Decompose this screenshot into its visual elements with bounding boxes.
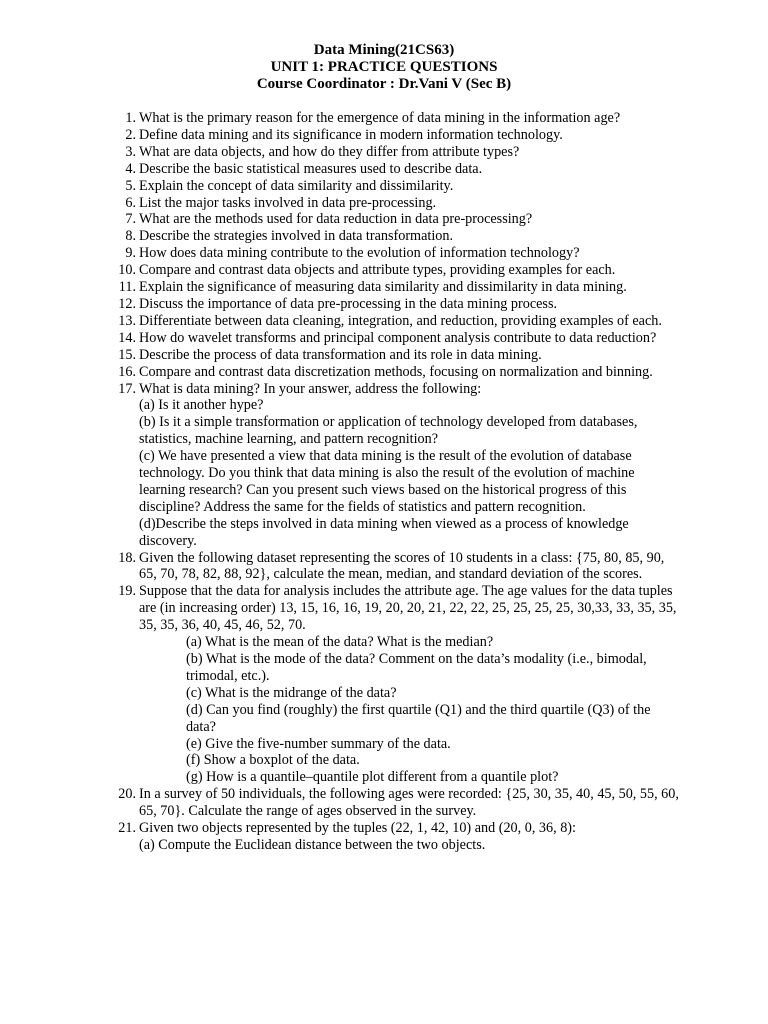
question-number: 1.	[125, 110, 136, 126]
question-text: Compare and contrast data discretization methods, focusing on normalization and binning.	[139, 363, 653, 380]
question-text: Compare and contrast data objects and attribute types, providing examples for each.	[139, 262, 616, 279]
question-number: 12.	[118, 295, 136, 312]
sub-question: (b) What is the mode of the data? Comment on the data’s modality (i.e., bimodal, trimodal, etc.).	[186, 651, 647, 684]
sub-question: (a) Compute the Euclidean distance between the two objects.	[139, 836, 486, 853]
question-item	[0, 786, 768, 820]
question-item	[0, 211, 768, 228]
question-item	[0, 161, 768, 178]
question-item	[0, 279, 768, 296]
sub-question: (d) Can you find (roughly) the first quartile (Q1) and the third quartile (Q3) of the data?	[186, 701, 651, 735]
question-number: 21.	[118, 820, 136, 837]
course-title: Data Mining(21CS63)	[313, 42, 455, 58]
question-number: 18.	[118, 549, 136, 566]
question-item	[0, 583, 768, 786]
question-text: Given two objects represented by the tuples (22, 1, 42, 10) and (20, 0, 36, 8):	[139, 820, 576, 837]
question-number: 20.	[118, 786, 136, 803]
question-item	[0, 313, 768, 330]
question-text: Define data mining and its significance in modern information technology.	[139, 126, 563, 143]
question-text: Explain the significance of measuring data similarity and dissimilarity in data mining.	[139, 279, 627, 296]
question-number: 9.	[125, 245, 136, 262]
sub-question: (b) Is it a simple transformation or application of technology developed from databases, statistics, machine learning, and pattern recognition?	[139, 414, 638, 448]
question-text: What are the methods used for data reduction in data pre-processing?	[139, 211, 533, 228]
question-number: 8.	[125, 228, 136, 245]
question-item	[0, 110, 768, 127]
question-item	[0, 550, 768, 584]
question-number: 17.	[118, 380, 136, 397]
question-text: Discuss the importance of data pre-processing in the data mining process.	[139, 295, 558, 312]
question-text: In a survey of 50 individuals, the following ages were recorded: {25, 30, 35, 40, 45, 50, 55, 60, 65, 70}. Calculate the range of ages observed in the survey.	[139, 786, 679, 820]
question-text: Describe the basic statistical measures used to describe data.	[139, 160, 483, 177]
question-number: 19.	[118, 583, 136, 600]
sub-question: (c) What is the midrange of the data?	[186, 684, 397, 701]
question-item	[0, 262, 768, 279]
sub-question: (d)Describe the steps involved in data mining when viewed as a process of knowledge discovery.	[139, 515, 629, 549]
question-text: What are data objects, and how do they differ from attribute types?	[139, 143, 520, 160]
question-number: 13.	[118, 312, 136, 329]
sub-question: (f) Show a boxplot of the data.	[186, 752, 360, 769]
question-item	[0, 245, 768, 262]
course-coordinator: Course Coordinator : Dr.Vani V (Sec B)	[256, 76, 512, 92]
question-number: 16.	[118, 363, 136, 380]
question-item	[0, 127, 768, 144]
question-text: Differentiate between data cleaning, integration, and reduction, providing examples of each.	[139, 312, 662, 329]
unit-heading: UNIT 1: PRACTICE QUESTIONS	[270, 59, 498, 75]
question-text: How does data mining contribute to the evolution of information technology?	[139, 245, 580, 262]
question-item	[0, 820, 768, 854]
question-number: 3.	[125, 143, 136, 160]
question-text: Given the following dataset representing the scores of 10 students in a class: {75, 80, 85, 90, 65, 70, 78, 82, 88, 92}, calculate the mean, median, and standard deviation of the scores.	[139, 549, 665, 583]
question-item	[0, 347, 768, 364]
sub-question: (g) How is a quantile–quantile plot different from a quantile plot?	[186, 769, 559, 786]
question-text: What is the primary reason for the emergence of data mining in the information age?	[139, 110, 621, 126]
question-item	[0, 330, 768, 347]
question-number: 7.	[125, 211, 136, 228]
document-header	[0, 42, 768, 93]
question-text: Explain the concept of data similarity and dissimilarity.	[139, 177, 454, 194]
question-number: 2.	[125, 126, 136, 143]
question-number: 15.	[118, 346, 136, 363]
sub-question: (e) Give the five-number summary of the data.	[186, 735, 451, 752]
question-text: What is data mining? In your answer, address the following:	[139, 380, 482, 397]
question-number: 10.	[118, 262, 136, 279]
question-text: Describe the process of data transformation and its role in data mining.	[139, 346, 542, 363]
question-item	[0, 228, 768, 245]
question-number: 5.	[125, 177, 136, 194]
sub-question: (a) Is it another hype?	[139, 397, 264, 414]
question-number: 11.	[118, 279, 136, 296]
question-text: Suppose that the data for analysis includes the attribute age. The age values for the data tuples are (in increasing order) 13, 15, 16, 16, 19, 20, 20, 21, 22, 22, 25, 25, 25, 25, 30,33, 33, 35, 35, 35, 35, 36, 40, 45, 46, 52, 70.	[139, 583, 677, 634]
sub-question: (a) What is the mean of the data? What is the median?	[186, 634, 494, 651]
question-list	[0, 110, 768, 854]
question-number: 14.	[118, 329, 136, 346]
question-item	[0, 381, 768, 550]
question-item	[0, 195, 768, 212]
question-number: 6.	[125, 194, 136, 211]
question-text: How do wavelet transforms and principal component analysis contribute to data reduction?	[139, 329, 657, 346]
question-number: 4.	[125, 160, 136, 177]
sub-question: (c) We have presented a view that data mining is the result of the evolution of database technology. Do you think that data mining is also the result of the evolution of machine learning research? Can you present such views based on the historical progress of this discipline? Address the same for the fields of statistics and pattern recognition.	[139, 448, 635, 515]
question-item	[0, 296, 768, 313]
question-text: Describe the strategies involved in data transformation.	[139, 228, 453, 245]
question-item	[0, 144, 768, 161]
question-text: List the major tasks involved in data pre-processing.	[139, 194, 437, 211]
question-item	[0, 364, 768, 381]
question-item	[0, 178, 768, 195]
